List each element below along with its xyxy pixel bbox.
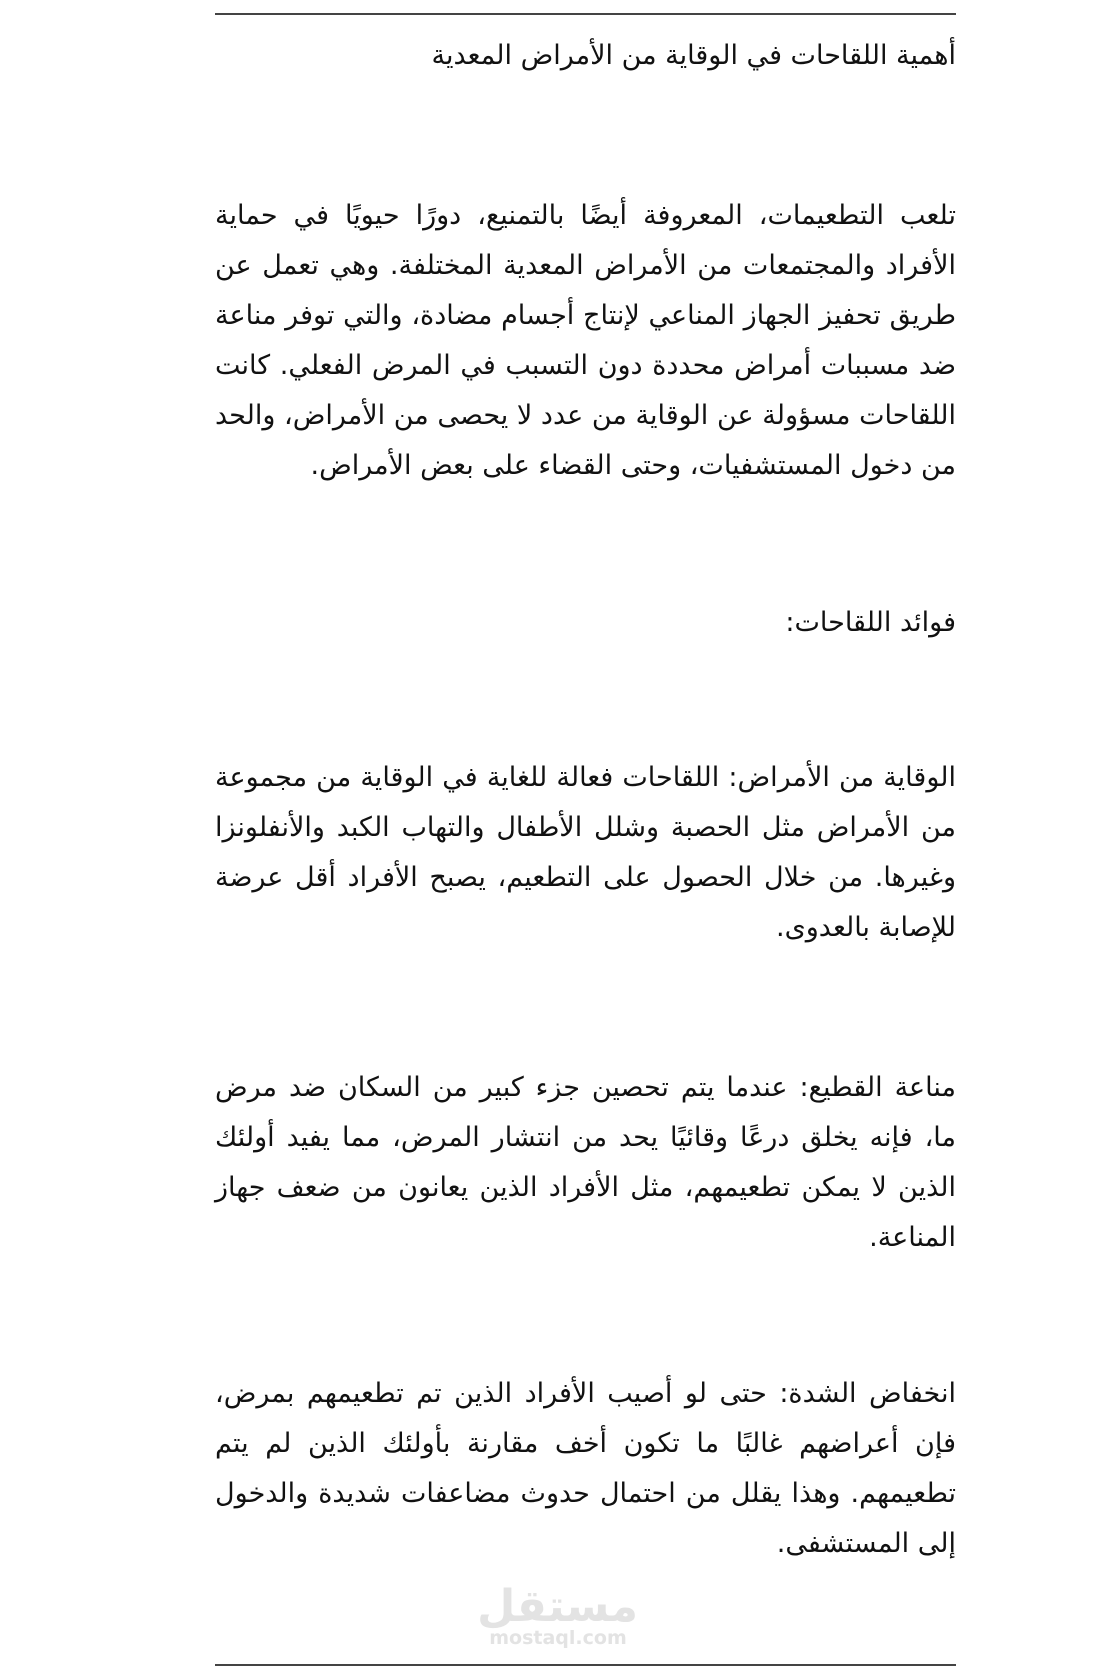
top-divider bbox=[215, 13, 956, 15]
mostaql-watermark bbox=[477, 1581, 638, 1650]
herd-immunity-paragraph: مناعة القطيع: عندما يتم تحصين جزء كبير من السكان ضد مرض ما، فإنه يخلق درعًا وقائيًا يحد من انتشار المرض، مما يفيد أولئك الذين لا يمكن تطعيمهم، مثل الأفراد الذين يعانون من ضعف جهاز المناعة. bbox=[215, 1072, 956, 1253]
intro-paragraph: تلعب التطعيمات، المعروفة أيضًا بالتمنيع، دورًا حيويًا في حماية الأفراد والمجتمعات من الأمراض المعدية المختلفة. وهي تعمل عن طريق تحفيز الجهاز المناعي لإنتاج أجسام مضادة، والتي توفر مناعة ضد مسببات أمراض محددة دون التسبب في المرض الفعلي. كانت اللقاحات مسؤولة عن الوقاية من عدد لا يحصى من الأمراض، والحد من دخول المستشفيات، وحتى القضاء على بعض الأمراض. bbox=[215, 200, 956, 481]
watermark-url: mostaql.com bbox=[489, 1627, 627, 1649]
watermark-logo-text: مستقل bbox=[477, 1581, 638, 1632]
bottom-divider bbox=[215, 1664, 956, 1666]
page-title: أهمية اللقاحات في الوقاية من الأمراض المعدية bbox=[431, 40, 956, 71]
benefits-heading: فوائد اللقاحات: bbox=[785, 607, 956, 638]
prevention-paragraph: الوقاية من الأمراض: اللقاحات فعالة للغاية في الوقاية من مجموعة من الأمراض مثل الحصبة وشلل الأطفال والتهاب الكبد والأنفلونزا وغيرها. من خلال الحصول على التطعيم، يصبح الأفراد أقل عرضة للإصابة بالعدوى. bbox=[215, 762, 956, 943]
severity-paragraph: انخفاض الشدة: حتى لو أصيب الأفراد الذين تم تطعيمهم بمرض، فإن أعراضهم غالبًا ما تكون أخف مقارنة بأولئك الذين لم يتم تطعيمهم. وهذا يقلل من احتمال حدوث مضاعفات شديدة والدخول إلى المستشفى. bbox=[215, 1378, 956, 1559]
